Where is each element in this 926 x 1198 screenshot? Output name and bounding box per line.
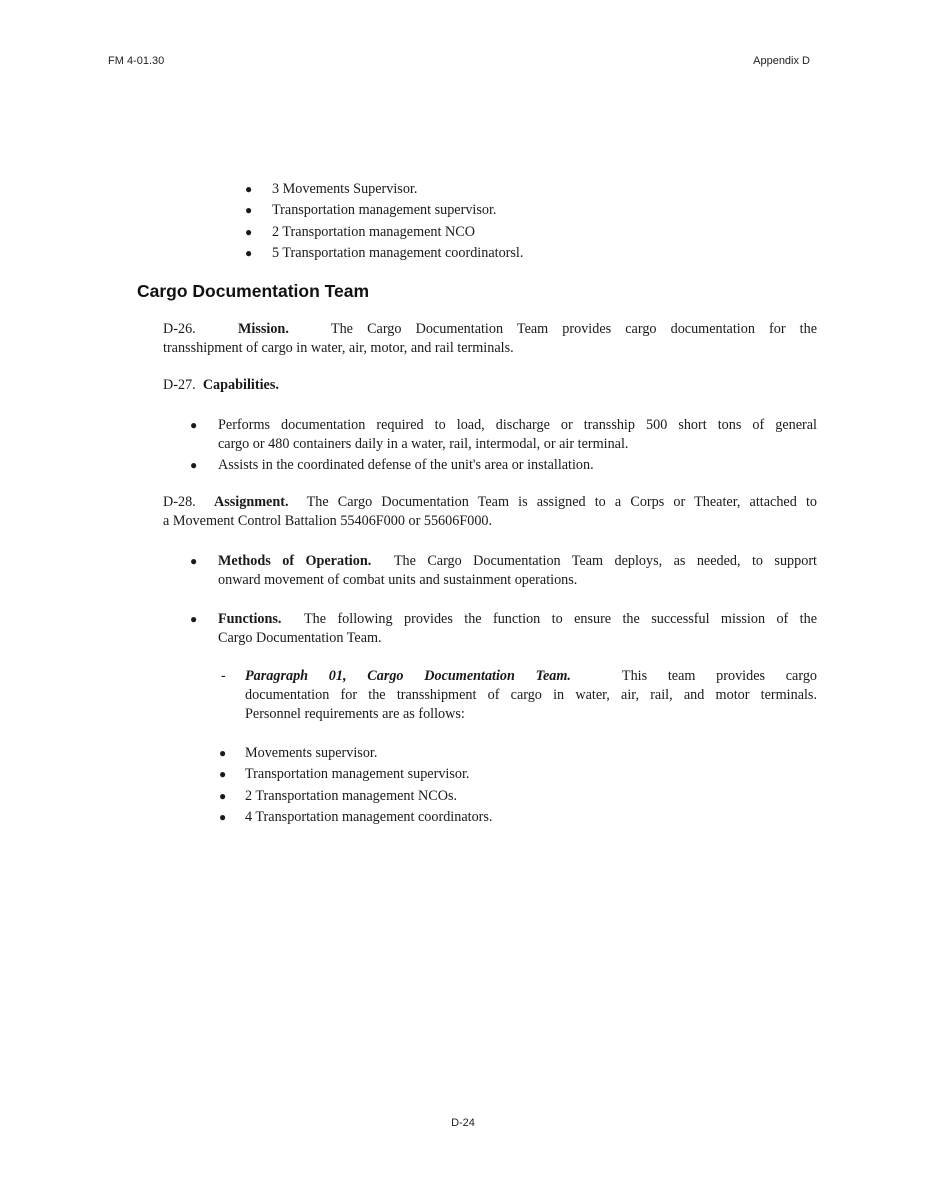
list-item: ● 2 Transportation management NCO bbox=[245, 223, 475, 240]
paragraph-label: Mission. bbox=[238, 321, 289, 337]
top-personnel-list bbox=[245, 180, 605, 265]
list-item: ● 5 Transportation management coordinatorsl. bbox=[245, 244, 524, 261]
list-item: ● Performs documentation required to load, discharge or transship 500 short tons of general cargo or 480 containers daily in a water, rail, intermodal, or air terminal. bbox=[190, 417, 817, 452]
bullet-icon: ● bbox=[219, 767, 227, 782]
list-item: ● 2 Transportation management NCOs. bbox=[219, 787, 458, 804]
bullet-icon: ● bbox=[190, 554, 198, 568]
functions-label: Functions. bbox=[218, 611, 282, 627]
list-item: ● Assists in the coordinated defense of the unit's area or installation. bbox=[190, 457, 594, 473]
bullet-icon: ● bbox=[219, 788, 227, 803]
paragraph-d27 bbox=[163, 376, 817, 395]
header-document-id: FM 4-01.30 bbox=[108, 55, 165, 67]
paragraph-label: Assignment. bbox=[214, 494, 289, 510]
page-number: D-24 bbox=[451, 1117, 475, 1129]
bullet-icon: ● bbox=[219, 809, 227, 824]
bullet-icon: ● bbox=[245, 203, 253, 218]
bullet-icon: ● bbox=[190, 418, 198, 432]
dash-marker: - bbox=[221, 668, 226, 684]
paragraph-d28: D-28. Assignment. The Cargo Documentation Team is assigned to a Corps or Theater, attached to a Movement Control Battalion 55406F000 or 55606F000. bbox=[163, 494, 817, 529]
paragraph-01: - Paragraph 01, Cargo Documentation Team. This team provides cargo documentation for the transshipment of cargo in water, air, rail, and motor terminals. Personnel requirements are as follows: bbox=[221, 668, 818, 722]
methods-of-operation: ● Methods of Operation. The Cargo Documentation Team deploys, as needed, to support onward movement of combat units and sustainment operations. bbox=[190, 553, 817, 588]
bullet-icon: ● bbox=[245, 224, 253, 239]
bullet-icon: ● bbox=[219, 746, 227, 760]
list-item: ● Transportation management supervisor. bbox=[245, 202, 497, 219]
paragraph-01-label: Paragraph 01, Cargo Documentation Team. bbox=[245, 668, 571, 684]
list-item: ● 4 Transportation management coordinators. bbox=[219, 808, 493, 825]
bullet-icon: ● bbox=[190, 612, 198, 626]
paragraph-number: D-26. bbox=[163, 321, 196, 337]
methods-label: Methods of Operation. bbox=[218, 553, 372, 569]
paragraph-d26: D-26. Mission. The Cargo Documentation Team provides cargo documentation for the transshipment of cargo in water, air, motor, and rail terminals. bbox=[163, 321, 817, 356]
paragraph-label: Capabilities. bbox=[202, 377, 279, 393]
functions: ● Functions. The following provides the function to ensure the successful mission of the Cargo Documentation Team. bbox=[190, 611, 817, 646]
personnel-list bbox=[219, 744, 619, 829]
header-appendix: Appendix D bbox=[753, 55, 810, 67]
paragraph-number: D-28. bbox=[163, 494, 196, 510]
paragraph-number: D-27. bbox=[163, 377, 196, 393]
bullet-icon: ● bbox=[245, 182, 253, 196]
capabilities-list bbox=[190, 416, 817, 475]
list-item: ● Movements supervisor. bbox=[219, 745, 378, 761]
bullet-icon: ● bbox=[190, 458, 198, 472]
bullet-icon: ● bbox=[245, 245, 253, 260]
section-title: Cargo Documentation Team bbox=[137, 281, 370, 301]
list-item: ● Transportation management supervisor. bbox=[219, 766, 470, 783]
list-item: ● 3 Movements Supervisor. bbox=[245, 181, 418, 197]
